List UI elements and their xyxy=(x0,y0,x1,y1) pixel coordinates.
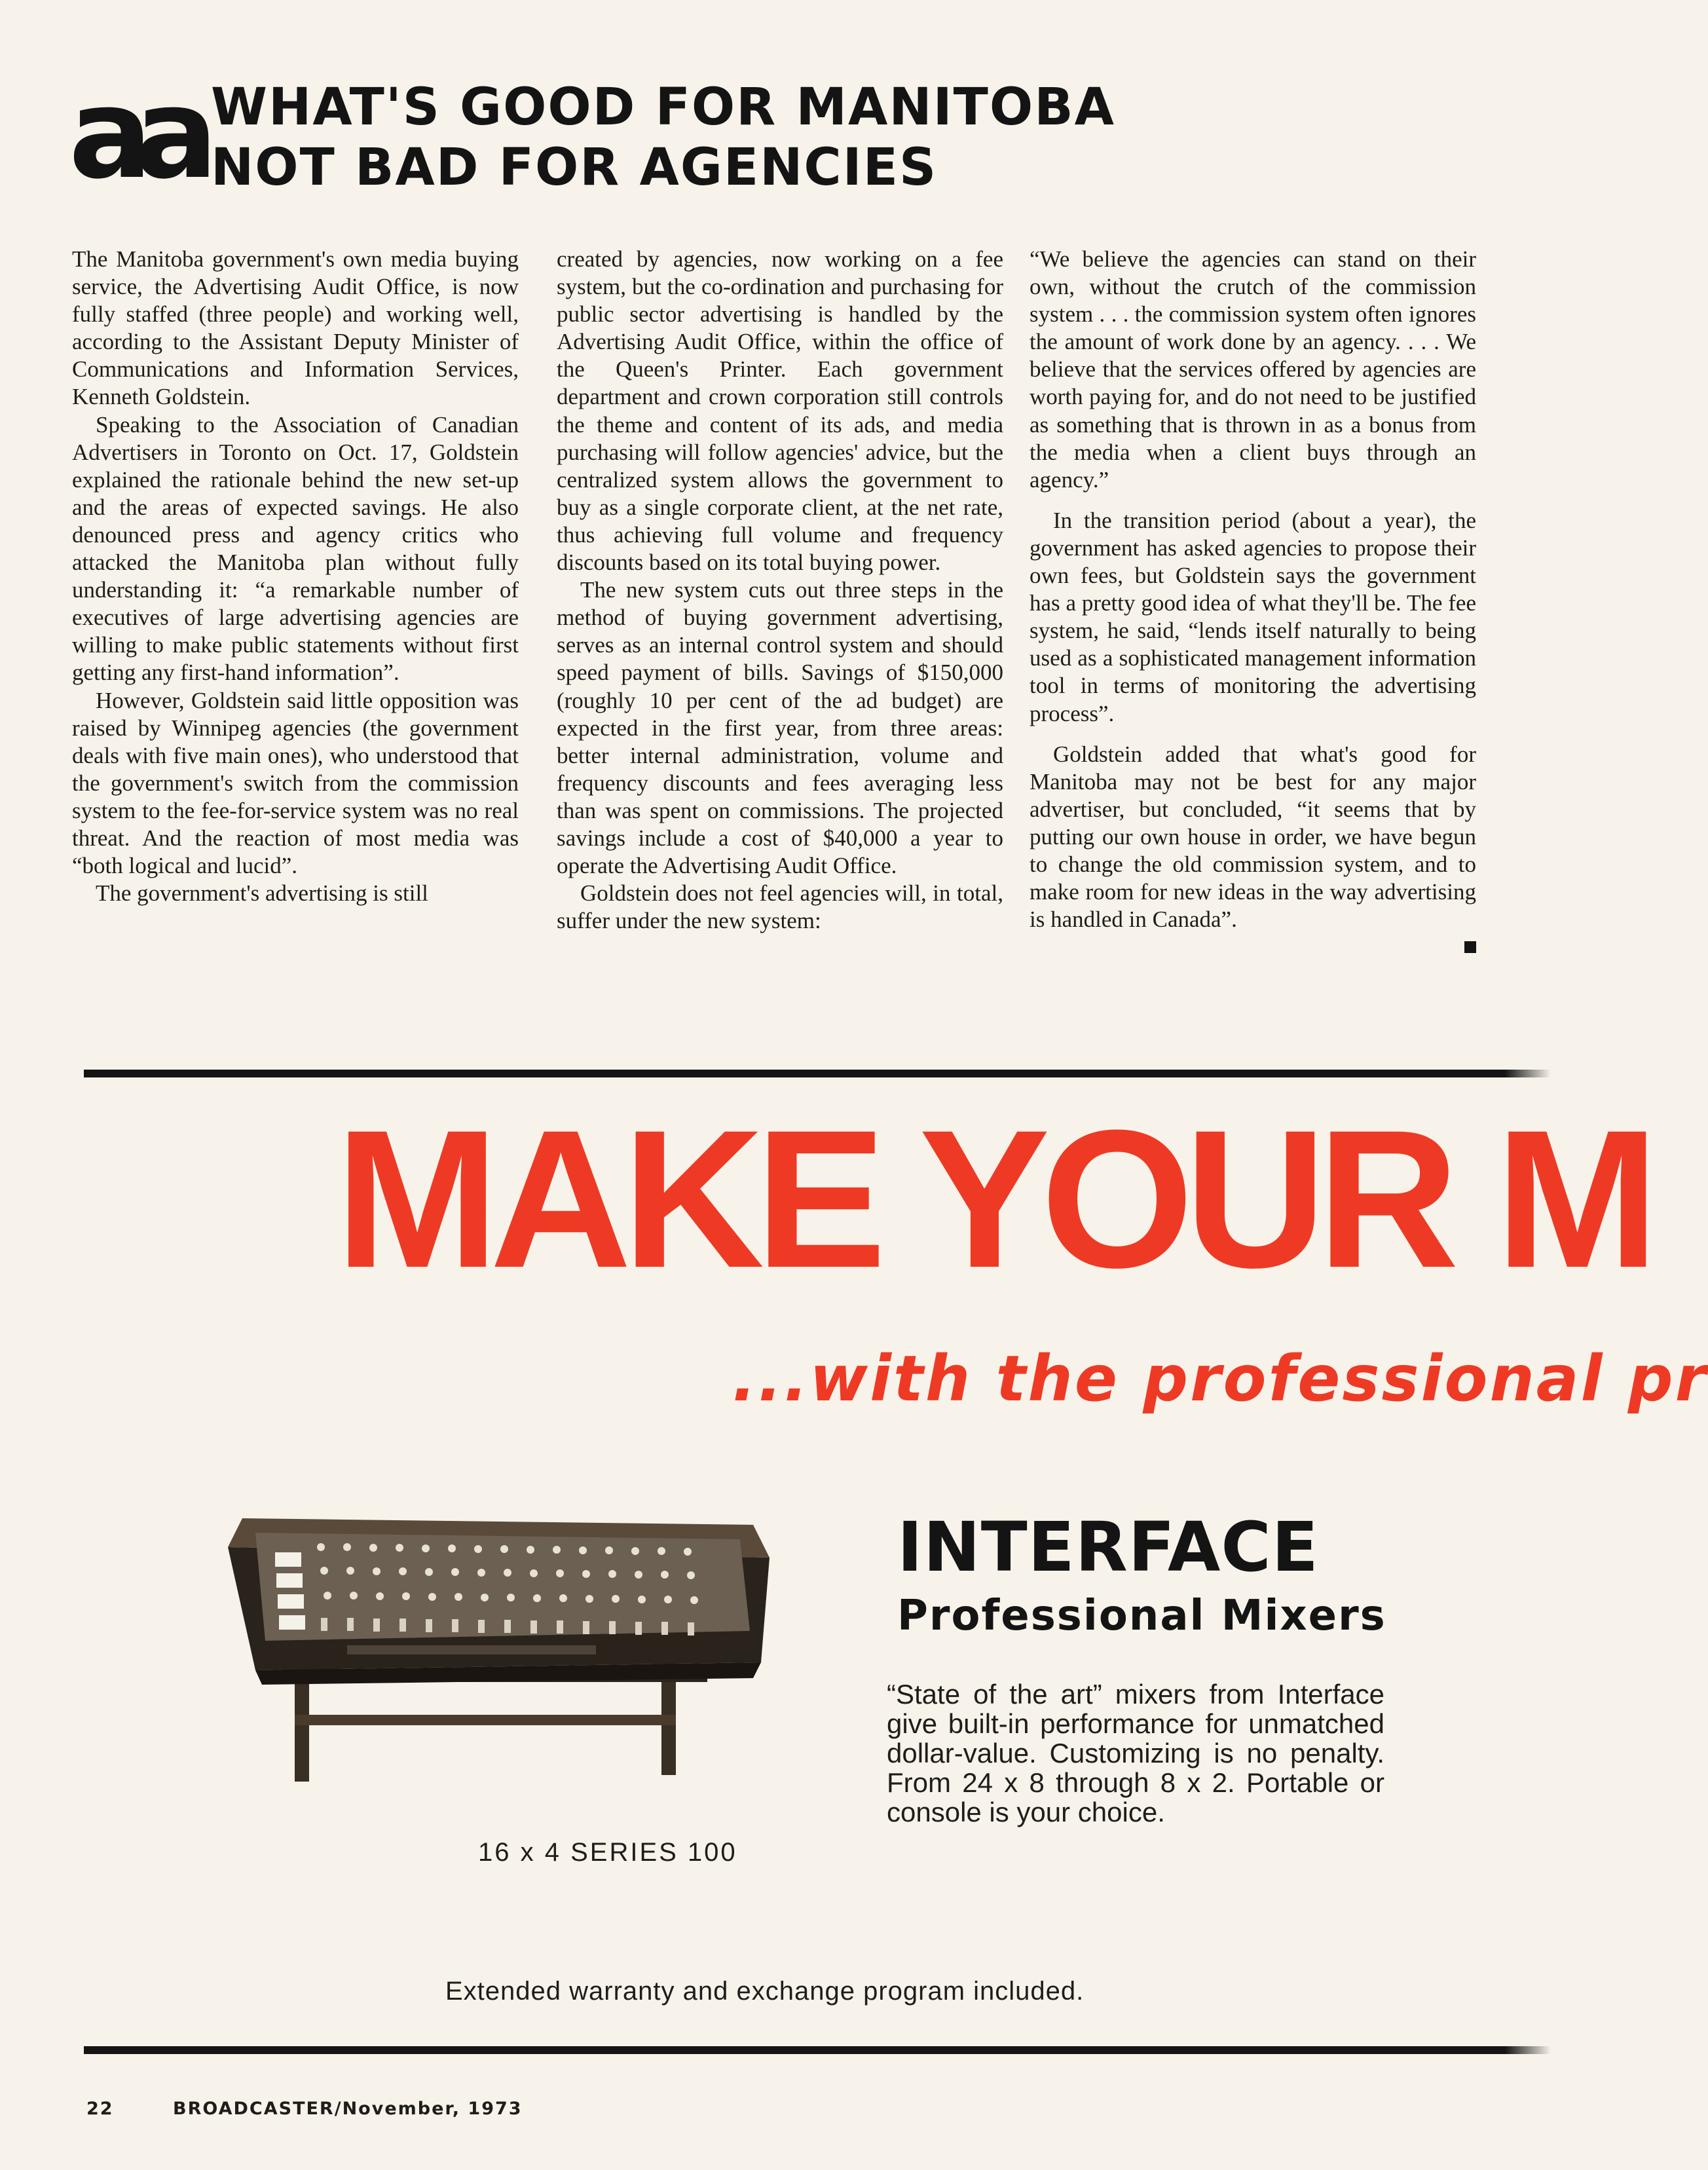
divider-rule-top xyxy=(84,1070,1544,1077)
paragraph: Goldstein does not feel agencies will, in total, suffer under the new system: xyxy=(557,880,1003,934)
headline-line-1: WHAT'S GOOD FOR MANITOBA xyxy=(211,78,1116,137)
brand-name: INTERFACE xyxy=(897,1507,1319,1587)
page-number: 22 xyxy=(86,2099,114,2119)
paragraph: Speaking to the Association of Canadian Advertisers in Toronto on Oct. 17, Goldstein explained the rationale behind the new set-up and the areas of expected savings. He also denounced press and agency critics who attacked the Manitoba plan without fully understanding it: “a remarkable number of executives of large advertising agencies are willing to make public statements without first getting any first-hand information”. xyxy=(72,411,519,686)
publication-line: BROADCASTER/November, 1973 xyxy=(173,2099,523,2119)
paragraph: The new system cuts out three steps in the method of buying government advertising, serves as an internal control system and should speed payment of bills. Savings of $150,000 (roughly 10 per cent of the ad budget) are expected in the first year, from three areas: better internal administration, volume and frequency discounts and fees averaging less than was spent on commissions. The projected savings include a cost of $40,000 a year to operate the Advertising Audit Office. xyxy=(557,577,1003,879)
aa-logo-icon xyxy=(68,62,200,206)
ad-body-text: “State of the art” mixers from Interface give built-in performance for unmatched dollar-value. Customizing is no penalty. From 24 x 8 through 8 x 2. Portable or console is your choice. xyxy=(887,1679,1384,1827)
paragraph: However, Goldstein said little opposition was raised by Winnipeg agencies (the government deals with five main ones), who understood that the government's switch from the commission system to the fee-for-service system was no real threat. And the reaction of most media was “both logical and lucid”. xyxy=(72,687,519,879)
divider-rule-bottom xyxy=(84,2046,1544,2054)
paragraph: In the transition period (about a year), the government has asked agencies to propose their own fees, but Goldstein says the government has a pretty good idea of what they'll be. The fee system, he said, “lends itself naturally to being used as a sophisticated management information tool in terms of monitoring the advertising process”. xyxy=(1030,507,1476,726)
ad-headline: MAKE YOUR M xyxy=(335,1089,1650,1309)
mixer-photo-icon xyxy=(216,1506,792,1788)
article-column-1 xyxy=(72,246,519,907)
logo-text: aa xyxy=(68,62,200,206)
article-column-2 xyxy=(557,246,1003,935)
article-headline xyxy=(211,77,1455,198)
brand-subtitle: Professional Mixers xyxy=(897,1592,1386,1640)
product-caption: 16 x 4 SERIES 100 xyxy=(478,1838,737,1867)
paragraph: Goldstein added that what's good for Manitoba may not be best for any major advertiser, but concluded, “it seems that by putting our own house in order, we have begun to change the old commission system, and to make room for new ideas in the way advertising is handled in Canada”. xyxy=(1030,741,1476,933)
warranty-note: Extended warranty and exchange program included. xyxy=(445,1977,1085,2006)
paragraph: created by agencies, now working on a fee system, but the co-ordination and purchasing for public sector advertising is handled by the Advertising Audit Office, within the office of the Queen's Printer. Each government department and crown corporation still controls the theme and content of its ads, and media purchasing will follow agencies' advice, but the centralized system allows the government to buy as a single corporate client, at the net rate, thus achieving full volume and frequency discounts based on its total buying power. xyxy=(557,246,1003,576)
headline-line-2: NOT BAD FOR AGENCIES xyxy=(211,138,938,197)
paragraph: The government's advertising is still xyxy=(96,880,428,907)
paragraph: The Manitoba government's own media buying service, the Advertising Audit Office, is now fully staffed (three people) and working well, according to the Assistant Deputy Minister of Communications and Information Services, Kenneth Goldstein. xyxy=(72,246,519,410)
end-mark-icon xyxy=(1464,941,1476,953)
article-column-3 xyxy=(1030,246,1476,953)
paragraph: “We believe the agencies can stand on their own, without the crutch of the commission system . . . the commission system often ignores the amount of work done by an agency. . . . We believe that the services offered by agencies are worth paying for, and do not need to be justified as something that is thrown in as a bonus from the media when a client buys through an agency.” xyxy=(1030,246,1476,493)
ad-tagline: ...with the professional pr xyxy=(732,1342,1708,1415)
